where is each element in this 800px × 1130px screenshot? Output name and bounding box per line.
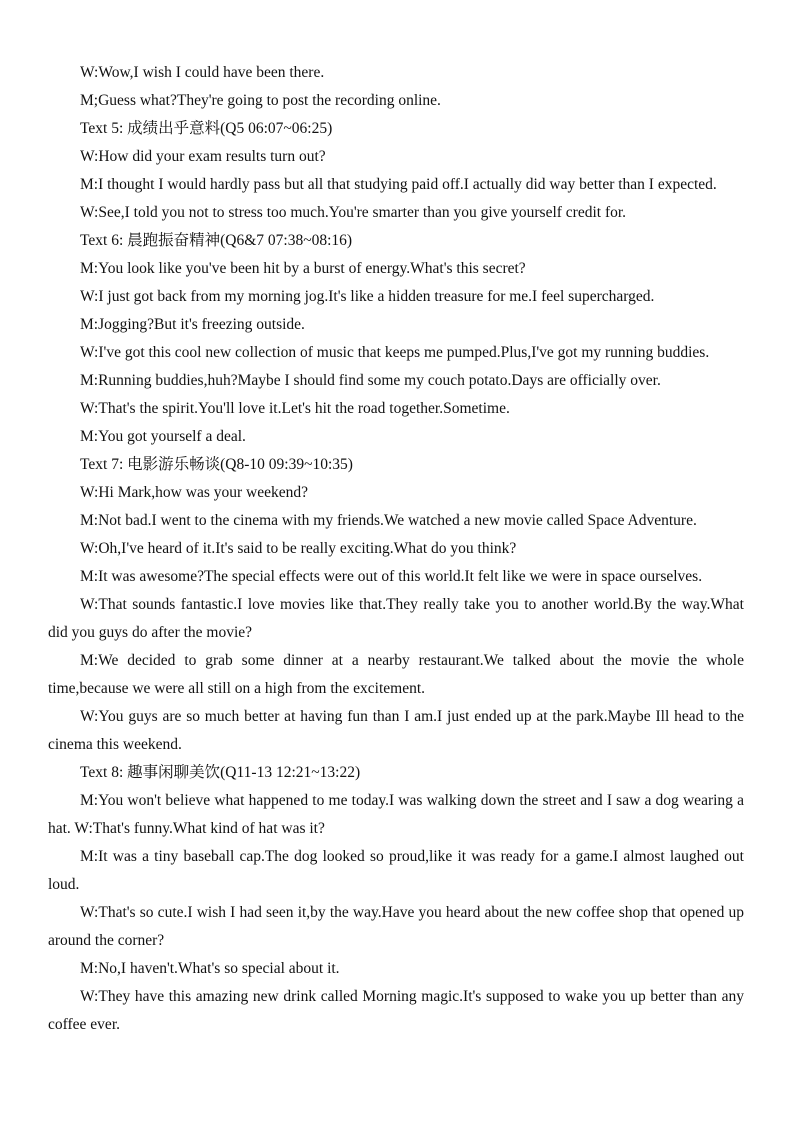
dialogue-paragraph: W:That sounds fantastic.I love movies like that.They really take you to another world.By the way.What did you guys do after the movie?	[48, 596, 744, 641]
dialogue-paragraph: M:It was a tiny baseball cap.The dog looked so proud,like it was ready for a game.I almost laughed out loud.	[48, 848, 744, 893]
dialogue-line: M:I thought I would hardly pass but all that studying paid off.I actually did way better than I expected.	[80, 176, 717, 193]
section-heading-text5: Text 5: 成绩出乎意料(Q5 06:07~06:25)	[80, 120, 333, 137]
dialogue-line: M:No,I haven't.What's so special about it.	[80, 960, 340, 977]
dialogue-line: W:Hi Mark,how was your weekend?	[80, 484, 308, 501]
dialogue-line: M;Guess what?They're going to post the recording online.	[80, 92, 441, 109]
dialogue-line: M:Jogging?But it's freezing outside.	[80, 316, 305, 333]
section-heading-text6: Text 6: 晨跑振奋精神(Q6&7 07:38~08:16)	[80, 232, 353, 249]
section-heading-text8: Text 8: 趣事闲聊美饮(Q11-13 12:21~13:22)	[80, 764, 361, 781]
dialogue-line: W:Wow,I wish I could have been there.	[80, 64, 325, 81]
dialogue-paragraph: M:You won't believe what happened to me today.I was walking down the street and I saw a dog wearing a hat. W:That's funny.What kind of hat was it?	[48, 792, 744, 837]
dialogue-line: M:It was awesome?The special effects were out of this world.It felt like we were in space ourselves.	[80, 568, 703, 585]
dialogue-line: M:You got yourself a deal.	[80, 428, 246, 445]
dialogue-line: W:I've got this cool new collection of music that keeps me pumped.Plus,I've got my running buddies.	[80, 344, 710, 361]
section-heading-text7: Text 7: 电影游乐畅谈(Q8-10 09:39~10:35)	[80, 456, 353, 473]
dialogue-paragraph: W:You guys are so much better at having fun than I am.I just ended up at the park.Maybe Ill head to the cinema this weekend.	[48, 708, 744, 753]
dialogue-line: M:You look like you've been hit by a burst of energy.What's this secret?	[80, 260, 526, 277]
dialogue-paragraph: W:They have this amazing new drink called Morning magic.It's supposed to wake you up better than any coffee ever.	[48, 988, 744, 1033]
dialogue-line: W:That's the spirit.You'll love it.Let's hit the road together.Sometime.	[80, 400, 510, 417]
dialogue-paragraph: M:We decided to grab some dinner at a nearby restaurant.We talked about the movie the whole time,because we were all still on a high from the excitement.	[48, 652, 744, 697]
dialogue-paragraph: W:That's so cute.I wish I had seen it,by the way.Have you heard about the new coffee shop that opened up around the corner?	[48, 904, 744, 949]
dialogue-line: W:How did your exam results turn out?	[80, 148, 326, 165]
dialogue-line: W:Oh,I've heard of it.It's said to be really exciting.What do you think?	[80, 540, 517, 557]
dialogue-line: W:I just got back from my morning jog.It's like a hidden treasure for me.I feel supercharged.	[80, 288, 655, 305]
dialogue-line: M:Running buddies,huh?Maybe I should find some my couch potato.Days are officially over.	[80, 372, 661, 389]
dialogue-line: M:Not bad.I went to the cinema with my friends.We watched a new movie called Space Adventure.	[80, 512, 697, 529]
dialogue-line: W:See,I told you not to stress too much.You're smarter than you give yourself credit for.	[80, 204, 627, 221]
